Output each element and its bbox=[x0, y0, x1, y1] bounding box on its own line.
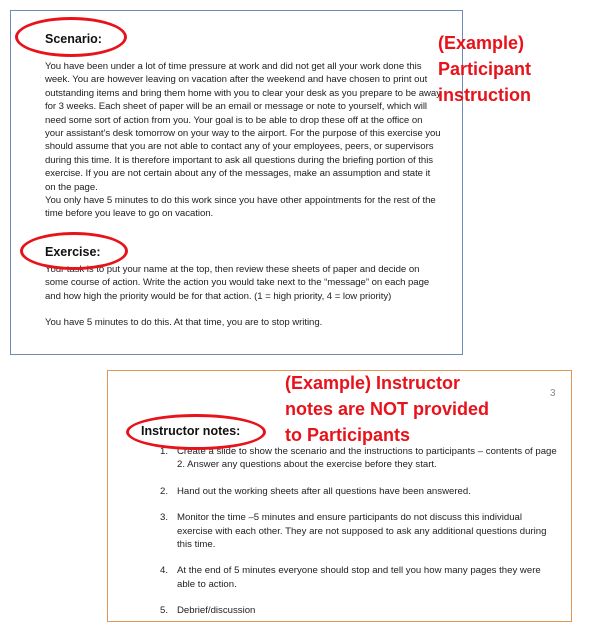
note-number: 4. bbox=[160, 565, 169, 577]
note-number: 3. bbox=[160, 512, 169, 524]
note-number: 5. bbox=[160, 605, 169, 617]
exercise-text bbox=[45, 263, 443, 330]
exercise-heading: Exercise: bbox=[45, 245, 101, 259]
page-number: 3 bbox=[550, 388, 556, 399]
scenario-heading: Scenario: bbox=[45, 32, 102, 46]
note-text: At the end of 5 minutes everyone should stop and tell you how many pages they were able to action. bbox=[177, 565, 541, 590]
instructor-label-line1: (Example) Instructor bbox=[285, 373, 461, 393]
instructor-label-line3: to Participants bbox=[285, 425, 411, 445]
note-text: Create a slide to show the scenario and the instructions to participants – contents of page 2. Answer any questions about the exercise before they start. bbox=[177, 446, 557, 471]
note-item bbox=[160, 485, 560, 498]
instructor-label-line2: notes are NOT provided bbox=[285, 399, 490, 419]
note-text: Hand out the working sheets after all questions have been answered. bbox=[177, 485, 471, 497]
note-item bbox=[160, 511, 560, 551]
note-item bbox=[160, 445, 560, 472]
note-item bbox=[160, 604, 560, 617]
participant-label-line2: Participant bbox=[438, 59, 532, 79]
note-number: 1. bbox=[160, 446, 169, 457]
instructor-notes-heading: Instructor notes: bbox=[141, 424, 241, 438]
note-item bbox=[160, 564, 560, 591]
participant-label-line3: instruction bbox=[438, 85, 531, 105]
note-number: 2. bbox=[160, 485, 169, 497]
exercise-paragraph: Your task is to put your name at the top, then review these sheets of paper and decide on some course of action. Write the action you would take next to the “message” on each page and how high the priority would be for that action. (1 = high priority, 4 = low priority) bbox=[45, 264, 430, 302]
note-text: Debrief/discussion bbox=[177, 605, 256, 617]
instructor-notes-label bbox=[285, 370, 489, 448]
participant-instruction-label bbox=[438, 30, 531, 108]
participant-instruction-page bbox=[10, 10, 463, 355]
scenario-text bbox=[45, 60, 443, 221]
scenario-time-note: You only have 5 minutes to do this work since you have other appointments for the rest of the time before you leave to go on vacation. bbox=[45, 195, 436, 220]
scenario-paragraph: You have been under a lot of time pressure at work and did not get all your work done this week. You are however leaving on vacation after the weekend and have chosen to print out outstanding items and bring them home with you to clear your desk as you prepare to be away for 3 weeks. Each sheet of paper will be an email or message or note to yourself, which will need some sort of action from you. Your goal is to be able to drop these off at the office on your assistant’s desk tomorrow on your way to the airport. For the purpose of this exercise you should assume that you are not able to contact any of your employees, peers, or supervisors during this time. It is therefore important to ask all questions during the briefing portion of this exercise. If you are not certain about any of the messages, make an assumption and state it on the page. bbox=[45, 61, 441, 193]
note-text: Monitor the time –5 minutes and ensure participants do not discuss this individual exercise with each other. They are not supposed to ask any additional questions during this time. bbox=[177, 512, 547, 551]
participant-label-line1: (Example) bbox=[438, 33, 525, 53]
instructor-notes-list bbox=[160, 445, 560, 618]
exercise-time-note: You have 5 minutes to do this. At that time, you are to stop writing. bbox=[45, 317, 323, 329]
